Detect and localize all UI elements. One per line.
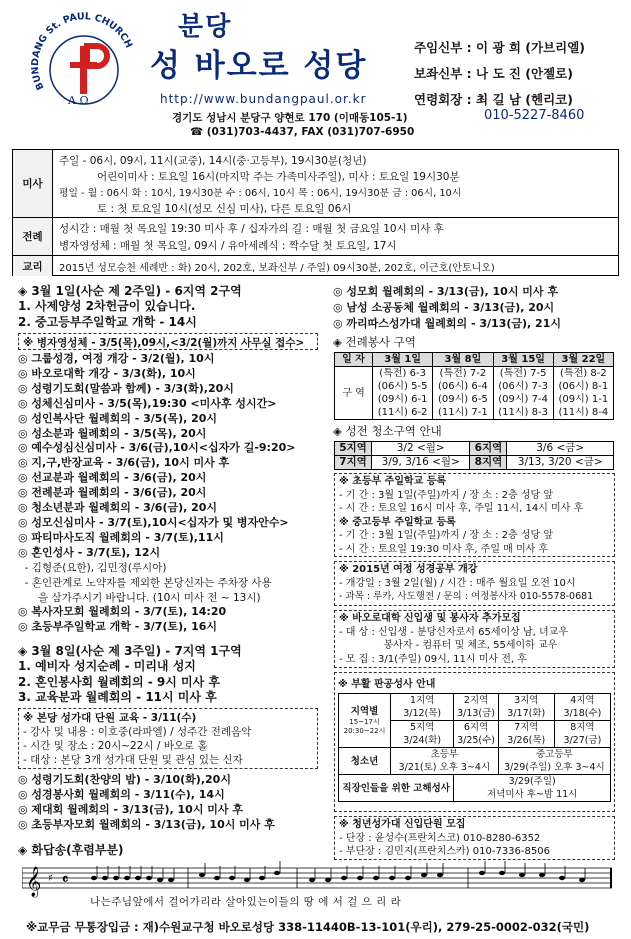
rite-row — [13, 218, 618, 256]
table-cell: 직장인들을 위한 고해성사 — [339, 775, 454, 802]
rite-line: 병자영성체 : 매월 첫 목요일, 09시 / 유아세례식 : 짝수달 첫 토요일, 17시 — [59, 240, 397, 252]
box-line: - 과목 : 루카, 사도행전 / 문의 : 여정봉사자 010-5578-0681 — [339, 591, 594, 602]
list-item: 2. 중고등부주일학교 개학 - 14시 — [18, 314, 197, 329]
list-item: ◎ 성령기도회(찬양의 밤) - 3/10(화),20시 — [18, 773, 231, 786]
hymn-title: ◈ 화답송(후렴부분) — [18, 843, 124, 857]
table-header: 3월 8일 — [433, 353, 493, 367]
music-note — [421, 873, 427, 877]
box-title: ※ 부활 판공성사 안내 — [338, 679, 436, 690]
list-item: ◎ 성모신심미사 - 3/7(토),10시<십자가 및 병자안수> — [18, 515, 289, 529]
svg-text:𝄞: 𝄞 — [26, 867, 42, 897]
table-cell: 지역별 15~17시 20:30~22시 — [339, 694, 391, 748]
table-cell: 3/29(주일) 저녁미사 후~밤 11시 — [454, 775, 611, 802]
list-item: ◎ 성모회 월례회의 - 3/13(금), 10시 미사 후 — [333, 285, 559, 298]
box-line: - 대상 : 본당 3개 성가대 단원 및 관심 있는 신자 — [23, 754, 243, 766]
box-line: - 부단장 : 김민지(프란치스카) 010-7336-8506 — [339, 846, 550, 857]
svg-text:♯: ♯ — [48, 873, 53, 884]
staff-pastor: 주임신부 : 이 광 희 (가브리엘) — [414, 40, 586, 55]
catechism-line: 2015년 성모승천 세례반 : 화) 20시, 202호, 보좌신부 / 주일) 09시30분, 202호, 이근호(안토니오) — [59, 263, 495, 274]
list-item: ◎ 성소분과 월례회의 - 3/5(목), 20시 — [18, 426, 207, 440]
table-header: 3월 22일 — [553, 353, 613, 367]
list-item: ◎ 지,구,반장교육 - 3/6(금), 10시 미사 후 — [18, 456, 230, 470]
sick-communion-notice: ※ 병자영성체 - 3/5(목),09시,<3/2(월)까지 사무실 접수> — [18, 333, 318, 350]
music-note — [499, 871, 505, 875]
rite-line: 성시간 : 매월 첫 목요일 19:30 미사 후 / 십자가의 길 : 매월 첫 금요일 10시 미사 후 — [59, 223, 444, 235]
table-cell: 2지역 3/13(금) — [454, 694, 498, 721]
box-title: ※ 바오로대학 신입생 및 봉사자 추가모집 — [339, 613, 521, 624]
list-item: ◎ 그룹성경, 여정 개강 - 3/2(월), 10시 — [18, 352, 215, 365]
list-item: 1. 예비자 성지순례 - 미리내 성지 — [18, 659, 196, 674]
music-note — [519, 873, 525, 877]
box-title: ※ 2015년 여정 성경공부 개강 — [339, 564, 478, 575]
music-note — [405, 876, 411, 880]
table-cell: 중고등부 3/29(주일) 오후 3~4시 — [498, 748, 610, 775]
list-item: 3. 교육분과 월례회의 - 11시 미사 후 — [18, 689, 217, 704]
box-title: ※ 초등부 주일학교 등록 — [339, 476, 447, 487]
address: 경기도 성남시 분당구 양현로 170 (이매동105-1) — [172, 112, 408, 124]
music-note — [214, 876, 220, 880]
table-cell: 8지역 3/27(금) — [554, 721, 610, 748]
table-cell: (특전) 8-2 (06시) 8-1 (09시) 1-1 (11시) 8-4 — [553, 367, 613, 420]
left-list-1 — [18, 352, 295, 635]
table-cell: 5지역 — [335, 442, 372, 456]
table-cell: 1지역 3/12(목) — [391, 694, 454, 721]
choir-training-box — [18, 708, 318, 769]
box-line: - 시 간 : 토요일 19:30 미사 후, 주일 매 미사 후 — [339, 543, 549, 555]
website-url[interactable]: http://www.bundangpaul.or.kr — [160, 92, 367, 106]
mass-row — [13, 150, 618, 218]
catechism-label: 교리 — [13, 256, 53, 276]
list-item: ◎ 초등부주일학교 개학 - 3/7(토), 16시 — [18, 620, 218, 634]
easter-confession-box — [334, 672, 615, 812]
bible-study-box — [334, 561, 615, 606]
youth-choir-box — [334, 816, 615, 860]
title-small: 분당 — [178, 12, 233, 42]
music-note — [559, 876, 565, 880]
music-note — [244, 878, 250, 882]
music-note — [579, 878, 585, 882]
table-cell: 3/6 <금> — [507, 442, 614, 456]
music-note — [274, 871, 280, 875]
box-line: 봉사자 - 컴퓨터 및 체조, 55세이하 교우 — [339, 640, 558, 651]
table-cell: 초등부 3/21(토) 오후 3~4시 — [391, 748, 499, 775]
list-item: ◎ 남성 소공동체 월례회의 - 3/13(금), 20시 — [333, 301, 555, 314]
rite-label: 전례 — [13, 218, 53, 255]
table-cell: 5지역 3/24(화) — [391, 721, 454, 748]
music-note — [437, 873, 443, 877]
staff-assistant: 보좌신부 : 나 도 진 (안젤로) — [414, 66, 573, 81]
table-cell: 8지역 — [470, 456, 507, 470]
list-item: ◎ 성체신심미사 - 3/5(목),19:30 <미사후 성시간> — [18, 396, 277, 410]
title-big: 성 바오로 성당 — [150, 48, 368, 84]
left-section-1 — [18, 284, 242, 330]
list-item: 을 삼가주시기 바랍니다. (10시 미사 전 ~ 13시) — [18, 591, 261, 604]
table-cell: 6지역 3/25(수) — [454, 721, 498, 748]
table-cell: 6지역 — [470, 442, 507, 456]
list-item: 1. 사제양성 2차헌금이 있습니다. — [18, 299, 196, 314]
list-item: ◎ 성경봉사회 월례회의 - 3/11(수), 14시 — [18, 788, 225, 801]
box-line: - 기 간 : 3월 1일(주일)까지 / 장 소 : 2층 성당 앞 — [339, 489, 553, 501]
music-note — [168, 878, 174, 882]
table-header: 3월 15일 — [493, 353, 553, 367]
list-item: - 혼인관계로 노약자를 제외한 본당신자는 주차장 사용 — [18, 576, 272, 589]
box-line: - 강사 및 내용 : 이호중(라파엘) / 성주간 전례음악 — [23, 726, 252, 738]
table-cell: 3/13, 3/20 <금> — [507, 456, 614, 470]
music-note — [135, 876, 141, 880]
music-note — [146, 876, 152, 880]
list-item: - 김형준(요한), 김민정(루시아) — [18, 561, 167, 574]
list-item: ◎ 청소년분과 월례회의 - 3/6(금), 20시 — [18, 501, 218, 515]
hymn-lyrics: 나는주님앞에서 걸어가리라 살아있는이들의 땅 에 서 걸 으 리 라 — [90, 896, 402, 908]
box-line: - 단장 : 윤성수(프란치스코) 010-8280-6352 — [339, 832, 541, 844]
catechism-row — [13, 256, 618, 276]
box-title: ※ 청년성가대 신입단원 모집 — [339, 819, 466, 830]
section-title: ◈ 3월 8일(사순 제 3주일) - 7지역 1구역 — [18, 644, 242, 658]
svg-text:𝄴: 𝄴 — [62, 872, 69, 888]
mass-line: 평일 - 월 : 06시 화 : 10시, 19시30분 수 : 06시, 10시 목 : 06시, 19시30분 금 : 06시, 10시 — [59, 188, 462, 199]
table-cell: (특전) 7-2 (06시) 6-4 (09시) 6-5 (11시) 7-1 — [433, 367, 493, 420]
list-item: ◎ 선교분과 월례회의 - 3/6(금), 20시 — [18, 471, 207, 485]
table-cell: 3지역 3/17(화) — [498, 694, 554, 721]
logo-text: BUNDANG St. PAUL CHURCH — [29, 11, 135, 92]
box-title: ※ 본당 성가대 단원 교육 - 3/11(수) — [23, 712, 197, 724]
box-line: - 대 상 : 신입생 - 분당신자로서 65세이상 남, 녀교우 — [339, 626, 568, 638]
right-top-list — [333, 284, 561, 332]
table-header: 일 자 — [335, 353, 373, 367]
music-note — [539, 873, 545, 877]
music-note — [229, 876, 235, 880]
section-title: ◈ 3월 1일(사순 제 2주일) - 6지역 2구역 — [18, 284, 242, 298]
easter-table — [338, 693, 611, 802]
svg-text:A Ω: A Ω — [68, 94, 89, 107]
music-note — [91, 876, 97, 880]
box-line: - 시간 및 장소 : 20시~22시 / 바오로 홀 — [23, 740, 208, 752]
list-item: ◎ 초등부자모회 월례회의 - 3/13(금), 10시 미사 후 — [18, 818, 275, 831]
mass-line: 어린이미사 : 토요일 16시(마지막 주는 가족미사주일), 미사 : 토요일 19시30분 — [97, 171, 460, 183]
box-line: - 모 집 : 3/1(주일) 09시, 11시 미사 전, 후 — [339, 653, 527, 665]
list-item: ◎ 파티마사도직 월례회의 - 3/7(토),11시 — [18, 530, 224, 544]
mass-line: 주일 - 06시, 09시, 11시(교중), 14시(중·고등부), 19시30분(청년) — [59, 155, 367, 167]
music-note — [113, 876, 119, 880]
table-cell: (특전) 6-3 (06시) 5-5 (09시) 6-1 (11시) 6-2 — [373, 367, 433, 420]
staff-funeral: 연령회장 : 최 길 남 (헨리코) — [414, 92, 573, 107]
table-cell: 구 역 — [335, 367, 373, 420]
phone-number: 010-5227-8460 — [484, 108, 585, 123]
mass-label: 미사 — [13, 150, 53, 217]
cleaning-title: ◈ 성전 청소구역 안내 — [333, 424, 442, 438]
list-item: ◎ 혼인성사 - 3/7(토), 12시 — [18, 545, 161, 559]
university-recruit-box — [334, 610, 615, 668]
music-note — [309, 878, 315, 882]
music-note — [373, 876, 379, 880]
list-item: ◎ 복사자모회 월례회의 - 3/7(토), 14:20 — [18, 605, 227, 619]
church-logo — [24, 8, 144, 128]
list-item: ◎ 까리따스성가대 월례회의 - 3/13(금), 21시 — [333, 317, 561, 330]
list-item: ◎ 바오로대학 개강 - 3/3(화), 10시 — [18, 366, 196, 380]
music-note — [479, 871, 485, 875]
table-cell: 7지역 — [335, 456, 372, 470]
table-cell: 3/9, 3/16 <월> — [372, 456, 470, 470]
footer-donation: ※교무금 무통장입금 : 재)수원교구청 바오로성당 338-11440B-13-101(우리), 279-25-0002-032(국민) — [26, 920, 590, 934]
box-line: - 기 간 : 3월 1일(주일)까지 / 장 소 : 2층 성당 앞 — [339, 530, 553, 541]
table-cell: 4지역 3/18(수) — [554, 694, 610, 721]
mass-line: 토 : 첫 토요일 10시(성모 신심 미사), 다른 토요일 06시 — [97, 203, 352, 215]
service-title: ◈ 전례봉사 구역 — [333, 335, 416, 349]
hymn-score — [22, 860, 614, 908]
list-item: ◎ 전례분과 월례회의 - 3/6(금), 20시 — [18, 486, 207, 500]
music-note — [124, 876, 130, 880]
box-title: ※ 중고등부 주일학교 등록 — [339, 516, 456, 528]
music-note — [157, 878, 163, 882]
music-note — [325, 878, 331, 882]
box-line: - 개강일 : 3월 2일(월) / 시간 : 매주 월요일 오전 10시 — [339, 577, 576, 589]
list-item: ◎ 제대회 월례회의 - 3/13(금), 10시 미사 후 — [18, 803, 244, 816]
left-section-2 — [18, 644, 242, 705]
music-note — [341, 876, 347, 880]
service-table — [334, 352, 614, 420]
box-line: - 시 간 : 토요일 16시 미사 후, 주일 11시, 14시 미사 후 — [339, 503, 584, 514]
music-note — [389, 876, 395, 880]
music-note — [357, 876, 363, 880]
tel-fax: ☎ (031)703-4437, FAX (031)707-6950 — [190, 126, 415, 138]
table-cell: 7지역 3/26(목) — [498, 721, 554, 748]
school-registration-box — [334, 473, 615, 557]
table-cell: 3/2 <월> — [372, 442, 470, 456]
table-cell: (특전) 7-5 (06시) 7-3 (09시) 7-4 (11시) 8-3 — [493, 367, 553, 420]
music-note — [102, 876, 108, 880]
table-cell: 청소년 — [339, 748, 391, 775]
schedule-box — [12, 149, 619, 276]
music-note — [259, 876, 265, 880]
cleaning-table — [334, 441, 614, 470]
list-item: 2. 혼인봉사회 월례회의 - 9시 미사 후 — [18, 674, 221, 689]
table-header: 3월 1일 — [373, 353, 433, 367]
left-list-2 — [18, 772, 275, 832]
list-item: ◎ 성령기도회(말씀과 함께) - 3/3(화),20시 — [18, 381, 234, 395]
list-item: ◎ 성인복사단 월례회의 - 3/5(목), 20시 — [18, 411, 218, 425]
music-note — [199, 873, 205, 877]
list-item: ◎ 예수성심신심미사 - 3/6(금),10시<십자가 길-9:20> — [18, 441, 296, 455]
